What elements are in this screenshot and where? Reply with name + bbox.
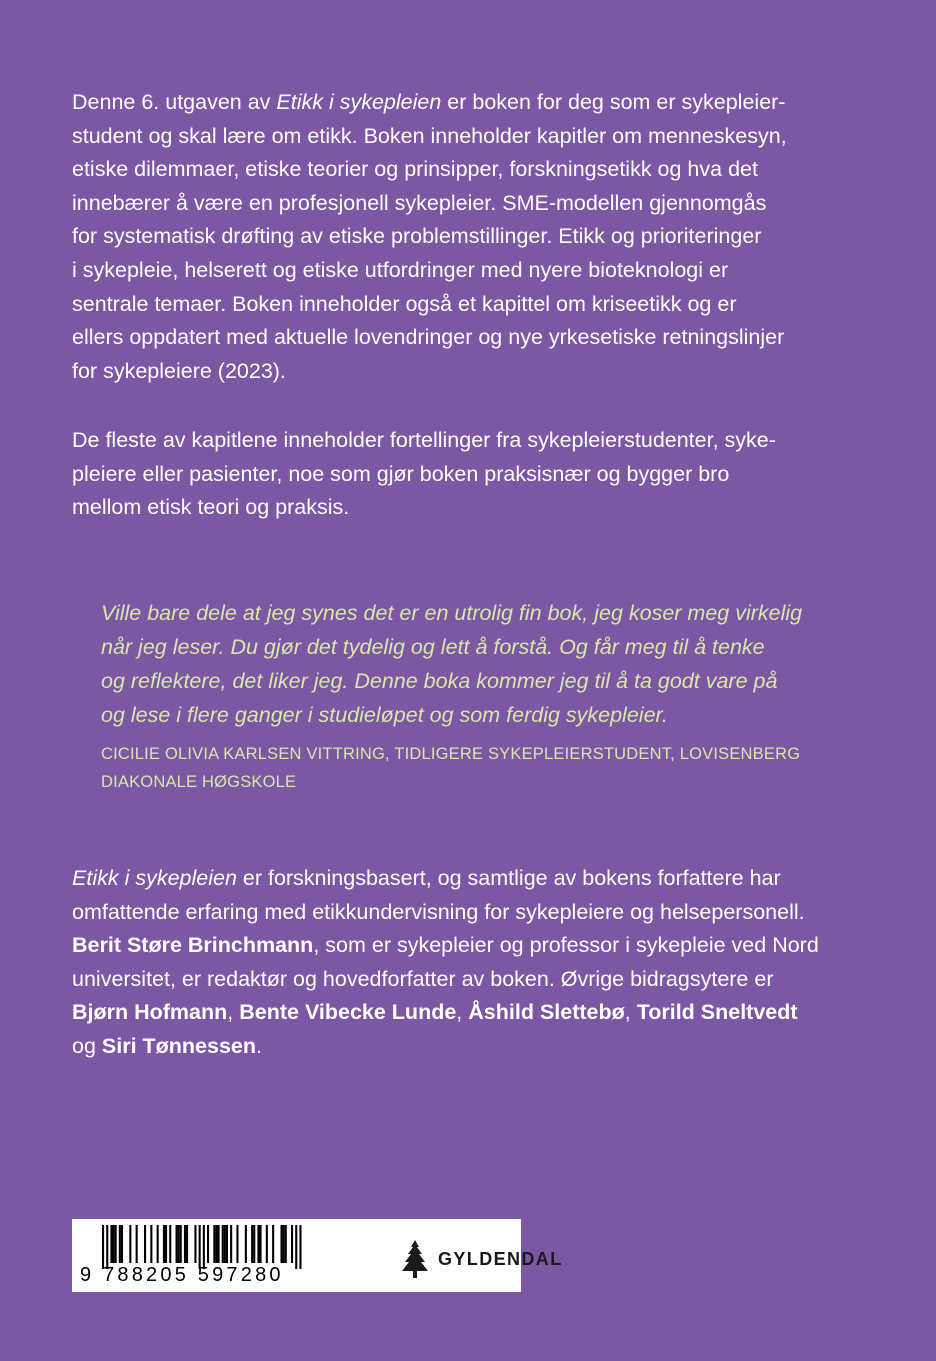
barcode-bar xyxy=(251,1225,253,1263)
barcode-bar xyxy=(213,1225,215,1263)
contributor-name: Åshild Slettebø xyxy=(468,1000,625,1025)
description-line-6: i sykepleie, helserett og etiske utfordringer med nyere bioteknologi er xyxy=(72,257,729,282)
barcode-bar xyxy=(129,1225,131,1263)
barcode-bar xyxy=(291,1225,293,1263)
barcode-label xyxy=(72,1219,563,1292)
barcode-bar xyxy=(257,1225,259,1263)
book-title-2: Etikk i sykepleien xyxy=(72,866,237,890)
description-line-9: for sykepleiere (2023). xyxy=(72,358,286,383)
barcode-bar xyxy=(163,1225,165,1263)
barcode-bar xyxy=(186,1225,188,1263)
barcode-bar xyxy=(230,1225,232,1263)
contributor-name: Bente Vibecke Lunde xyxy=(239,1000,457,1025)
barcode-bar xyxy=(106,1225,108,1269)
tree-icon xyxy=(400,1239,430,1279)
authors-line-3: Berit Støre Brinchmann, som er sykepleier og professor i sykepleie ved Nord xyxy=(72,933,819,958)
contributor-name: Torild Sneltvedt xyxy=(636,1000,798,1025)
barcode-bar xyxy=(272,1225,274,1263)
barcode-bar xyxy=(115,1225,117,1263)
barcode-bar xyxy=(144,1225,146,1263)
stories-paragraph xyxy=(72,424,872,525)
barcode-bar xyxy=(207,1225,209,1263)
barcode-bar xyxy=(157,1225,159,1263)
barcode-bar xyxy=(253,1225,255,1263)
barcode-bar xyxy=(165,1225,167,1263)
book-title: Etikk i sykepleien xyxy=(276,90,442,114)
barcode-bar xyxy=(285,1225,287,1263)
barcode-bar xyxy=(245,1225,247,1263)
stories-line-3: mellom etisk teori og praksis. xyxy=(72,495,350,520)
barcode-bar xyxy=(176,1225,178,1263)
quote-line-1: Ville bare dele at jeg synes det er en utrolig fin bok, jeg koser meg virkelig xyxy=(101,601,803,625)
barcode-bar xyxy=(215,1225,217,1263)
description-line-5: for systematisk drøfting av etiske problemstillinger. Etikk og prioriteringer xyxy=(72,224,762,249)
authors-line-4: universitet, er redaktør og hovedforfatter av boken. Øvrige bidragsytere er xyxy=(72,966,774,991)
authors-paragraph xyxy=(72,862,872,1064)
barcode-bar xyxy=(281,1225,283,1263)
quote-line-2: når jeg leser. Du gjør det tydelig og lett å forstå. Og får meg til å tenke xyxy=(101,635,765,659)
contributor-name: Siri Tønnessen xyxy=(101,1033,257,1058)
editor-name: Berit Støre Brinchmann xyxy=(72,933,314,958)
barcode-bar xyxy=(199,1225,201,1269)
barcode-bar xyxy=(194,1225,196,1263)
barcode-bar xyxy=(260,1225,262,1263)
barcode-bar xyxy=(102,1225,104,1269)
isbn-number: 9 788205 597280 xyxy=(80,1264,284,1286)
barcode-bar xyxy=(283,1225,285,1263)
barcode-bar xyxy=(218,1225,220,1263)
stories-line-2: pleiere eller pasienter, noe som gjør boken praksisnær og bygger bro xyxy=(72,461,730,486)
barcode-bar xyxy=(113,1225,115,1263)
testimonial-quote xyxy=(101,596,881,796)
contributor-name: Bjørn Hofmann xyxy=(72,1000,228,1025)
barcode-bar xyxy=(222,1225,224,1263)
quote-line-4: og lese i flere ganger i studieløpet og som ferdig sykepleier. xyxy=(101,703,668,727)
barcode-bar xyxy=(226,1225,228,1263)
barcode-bar xyxy=(136,1225,138,1263)
publisher-name: GYLDENDAL xyxy=(438,1248,563,1269)
barcode-bar xyxy=(150,1225,152,1263)
quote-attribution xyxy=(101,740,881,796)
authors-line-1: Etikk i sykepleien er forskningsbasert, og samtlige av bokens forfattere har xyxy=(72,866,781,890)
attribution-line-1: CICILIE OLIVIA KARLSEN VITTRING, TIDLIGERE SYKEPLEIERSTUDENT, LOVISENBERG xyxy=(101,745,801,763)
description-paragraph xyxy=(72,86,872,388)
description-line-3: etiske dilemmaer, etiske teorier og prinsipper, forskningsetikk og hva det xyxy=(72,157,758,182)
barcode-bar xyxy=(180,1225,182,1263)
description-line-1: Denne 6. utgaven av Etikk i sykepleien er boken for deg som er sykepleier- xyxy=(72,90,786,114)
description-line-4: innebærer å være en profesjonell sykepleier. SME-modellen gjennomgås xyxy=(72,190,767,215)
description-line-7: sentrale temaer. Boken inneholder også et kapittel om kriseetikk og er xyxy=(72,291,737,316)
stories-line-1: De fleste av kapitlene inneholder fortellinger fra sykepleierstudenter, syke- xyxy=(72,428,776,452)
barcode-bar xyxy=(121,1225,123,1263)
barcode-bar xyxy=(110,1225,112,1263)
barcode-bar xyxy=(203,1225,205,1269)
quote-text xyxy=(101,596,881,732)
barcode-bar xyxy=(236,1225,238,1263)
description-line-8: ellers oppdatert med aktuelle lovendringer og nye yrkesetiske retningslinjer xyxy=(72,325,785,350)
authors-line-5: Bjørn Hofmann, Bente Vibecke Lunde, Åshild Slettebø, Torild Sneltvedt xyxy=(72,1000,798,1025)
barcode-bar xyxy=(224,1225,226,1263)
barcode-bar xyxy=(184,1225,186,1263)
attribution-line-2: DIAKONALE HØGSKOLE xyxy=(101,773,297,791)
authors-line-2: omfattende erfaring med etikkundervisning for sykepleiere og helsepersonell. xyxy=(72,899,805,924)
barcode-bar xyxy=(119,1225,121,1263)
barcode-bar xyxy=(299,1225,301,1269)
description-line-2: student og skal lære om etikk. Boken inneholder kapitler om menneskesyn, xyxy=(72,123,787,148)
barcode-bar xyxy=(169,1225,171,1263)
quote-line-3: og reflektere, det liker jeg. Denne boka kommer jeg til å ta godt vare på xyxy=(101,669,778,693)
barcode-bar xyxy=(178,1225,180,1263)
barcode-bar xyxy=(266,1225,268,1263)
authors-line-6: og Siri Tønnessen. xyxy=(72,1033,262,1058)
publisher-logo xyxy=(400,1239,563,1279)
barcode-bar xyxy=(295,1225,297,1269)
